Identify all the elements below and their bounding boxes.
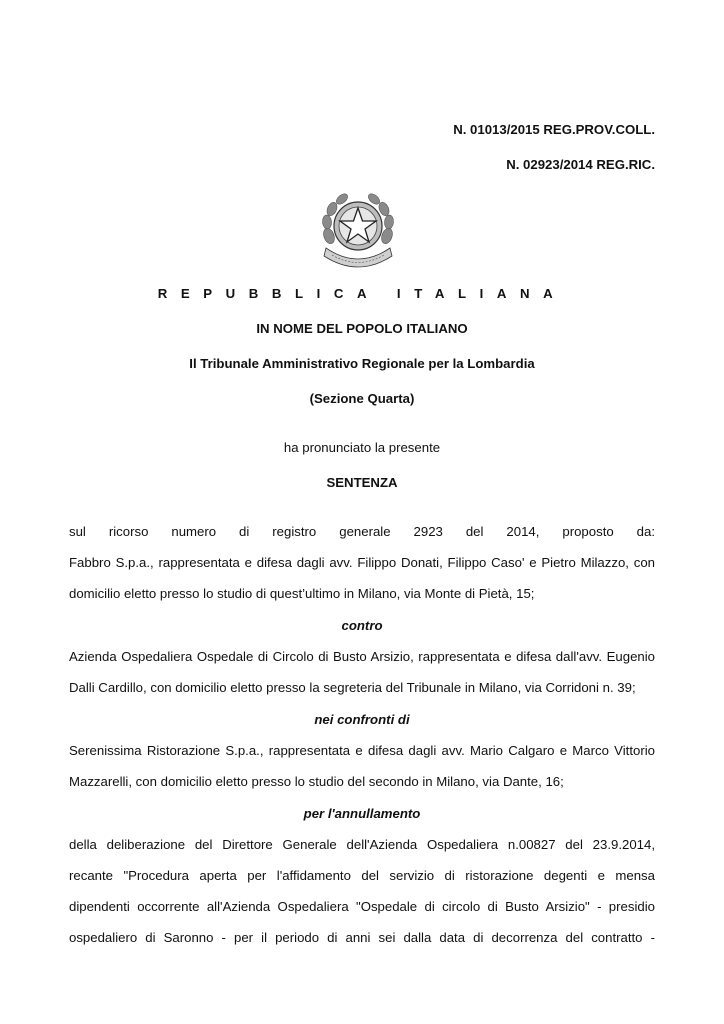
- paragraph-line: dipendenti occorrente all'Azienda Ospedaliera "Ospedale di circolo di Busto Arsizio" - presidio: [69, 899, 655, 914]
- paragraph-line: Mazzarelli, con domicilio eletto presso lo studio del secondo in Milano, via Dante, 16;: [69, 774, 564, 789]
- paragraph-line: recante "Procedura aperta per l'affidamento del servizio di ristorazione degenti e mensa: [69, 868, 655, 883]
- paragraph-line: della deliberazione del Direttore Generale dell'Azienda Ospedaliera n.00827 del 23.9.2014,: [69, 837, 655, 852]
- paragraph-line: ospedaliero di Saronno - per il periodo di anni sei dalla data di decorrenza del contratto -: [69, 930, 655, 945]
- reg-prov-coll-number: N. 01013/2015 REG.PROV.COLL.: [453, 122, 655, 137]
- ha-pronunciato-text: ha pronunciato la presente: [283, 440, 441, 455]
- contro-heading: contro: [341, 618, 383, 633]
- confronti-heading: nei confronti di: [314, 712, 410, 727]
- italian-republic-emblem-icon: [318, 186, 398, 270]
- reg-ric-number: N. 02923/2014 REG.RIC.: [506, 157, 655, 172]
- paragraph-line: domicilio eletto presso lo studio di quest’ultimo in Milano, via Monte di Pietà, 15;: [69, 586, 535, 601]
- in-nome-heading: IN NOME DEL POPOLO ITALIANO: [256, 321, 468, 336]
- tribunale-heading: Il Tribunale Amministrativo Regionale per la Lombardia: [189, 356, 535, 371]
- paragraph-line: Dalli Cardillo, con domicilio eletto presso la segreteria del Tribunale in Milano, via Corridoni n. 39;: [69, 680, 636, 695]
- paragraph-line: Serenissima Ristorazione S.p.a., rappresentata e difesa dagli avv. Mario Calgaro e Marco Vittorio: [69, 743, 655, 758]
- sezione-heading: (Sezione Quarta): [309, 391, 415, 406]
- annullamento-heading: per l'annullamento: [303, 806, 421, 821]
- paragraph-line: Fabbro S.p.a., rappresentata e difesa dagli avv. Filippo Donati, Filippo Caso' e Pietro Milazzo, con: [69, 555, 655, 570]
- sentenza-heading: SENTENZA: [326, 475, 398, 490]
- paragraph-line: sul ricorso numero di registro generale 2923 del 2014, proposto da:: [69, 524, 655, 539]
- republic-title: REPUBBLICA ITALIANA: [157, 286, 567, 301]
- paragraph-line: Azienda Ospedaliera Ospedale di Circolo di Busto Arsizio, rappresentata e difesa dall'avv. Eugenio: [69, 649, 655, 664]
